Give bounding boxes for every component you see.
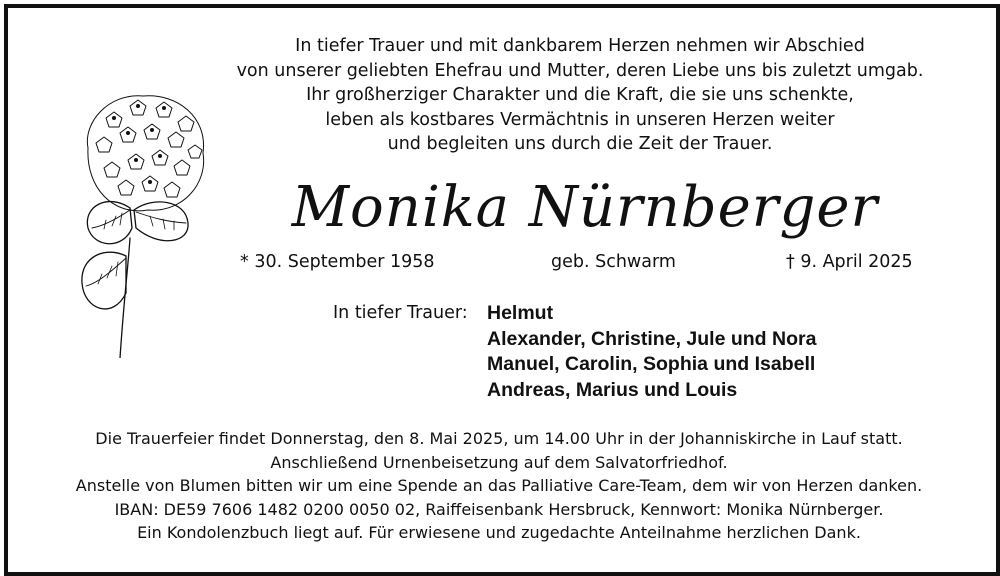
mourner-line: Helmut: [487, 302, 554, 324]
intro-line: und begleiten uns durch die Zeit der Trauer.: [387, 134, 773, 154]
mourning-label: In tiefer Trauer:: [333, 303, 468, 323]
birth-date: * 30. September 1958: [240, 252, 435, 272]
intro-line: Ihr großherziger Charakter und die Kraft, die sie uns schenkte,: [306, 85, 854, 105]
hydrangea-flower-icon: [68, 88, 218, 358]
mourners-list: [487, 301, 816, 403]
intro-line: leben als kostbares Vermächtnis in unseren Herzen weiter: [325, 109, 835, 130]
mourner-line: Andreas, Marius und Louis: [487, 378, 738, 401]
maiden-name: geb. Schwarm: [551, 252, 676, 272]
funeral-information: [20, 427, 978, 545]
mourner-line: Alexander, Christine, Jule und Nora: [487, 327, 817, 350]
deceased-name: Monika Nürnberger: [291, 175, 879, 240]
death-date: † 9. April 2025: [786, 252, 913, 272]
funeral-line: Ein Kondolenzbuch liegt auf. Für erwiesene und zugedachte Anteilnahme herzlichen Dank.: [137, 523, 861, 542]
funeral-line: IBAN: DE59 7606 1482 0200 0050 02, Raiffeisenbank Hersbruck, Kennwort: Monika Nürnberger.: [114, 499, 884, 519]
funeral-line: Die Trauerfeier findet Donnerstag, den 8. Mai 2025, um 14.00 Uhr in der Johanniskirche in Lauf statt.: [95, 429, 903, 448]
intro-line: von unserer geliebten Ehefrau und Mutter, deren Liebe uns bis zuletzt umgab.: [236, 60, 924, 81]
intro-text: [230, 34, 930, 157]
funeral-line: Anstelle von Blumen bitten wir um eine Spende an das Palliative Care-Team, dem wir von Herzen danken.: [75, 476, 923, 495]
funeral-line: Anschließend Urnenbeisetzung auf dem Salvatorfriedhof.: [270, 452, 728, 472]
mourner-line: Manuel, Carolin, Sophia und Isabell: [487, 353, 816, 375]
intro-line: In tiefer Trauer und mit dankbarem Herzen nehmen wir Abschied: [295, 36, 865, 56]
